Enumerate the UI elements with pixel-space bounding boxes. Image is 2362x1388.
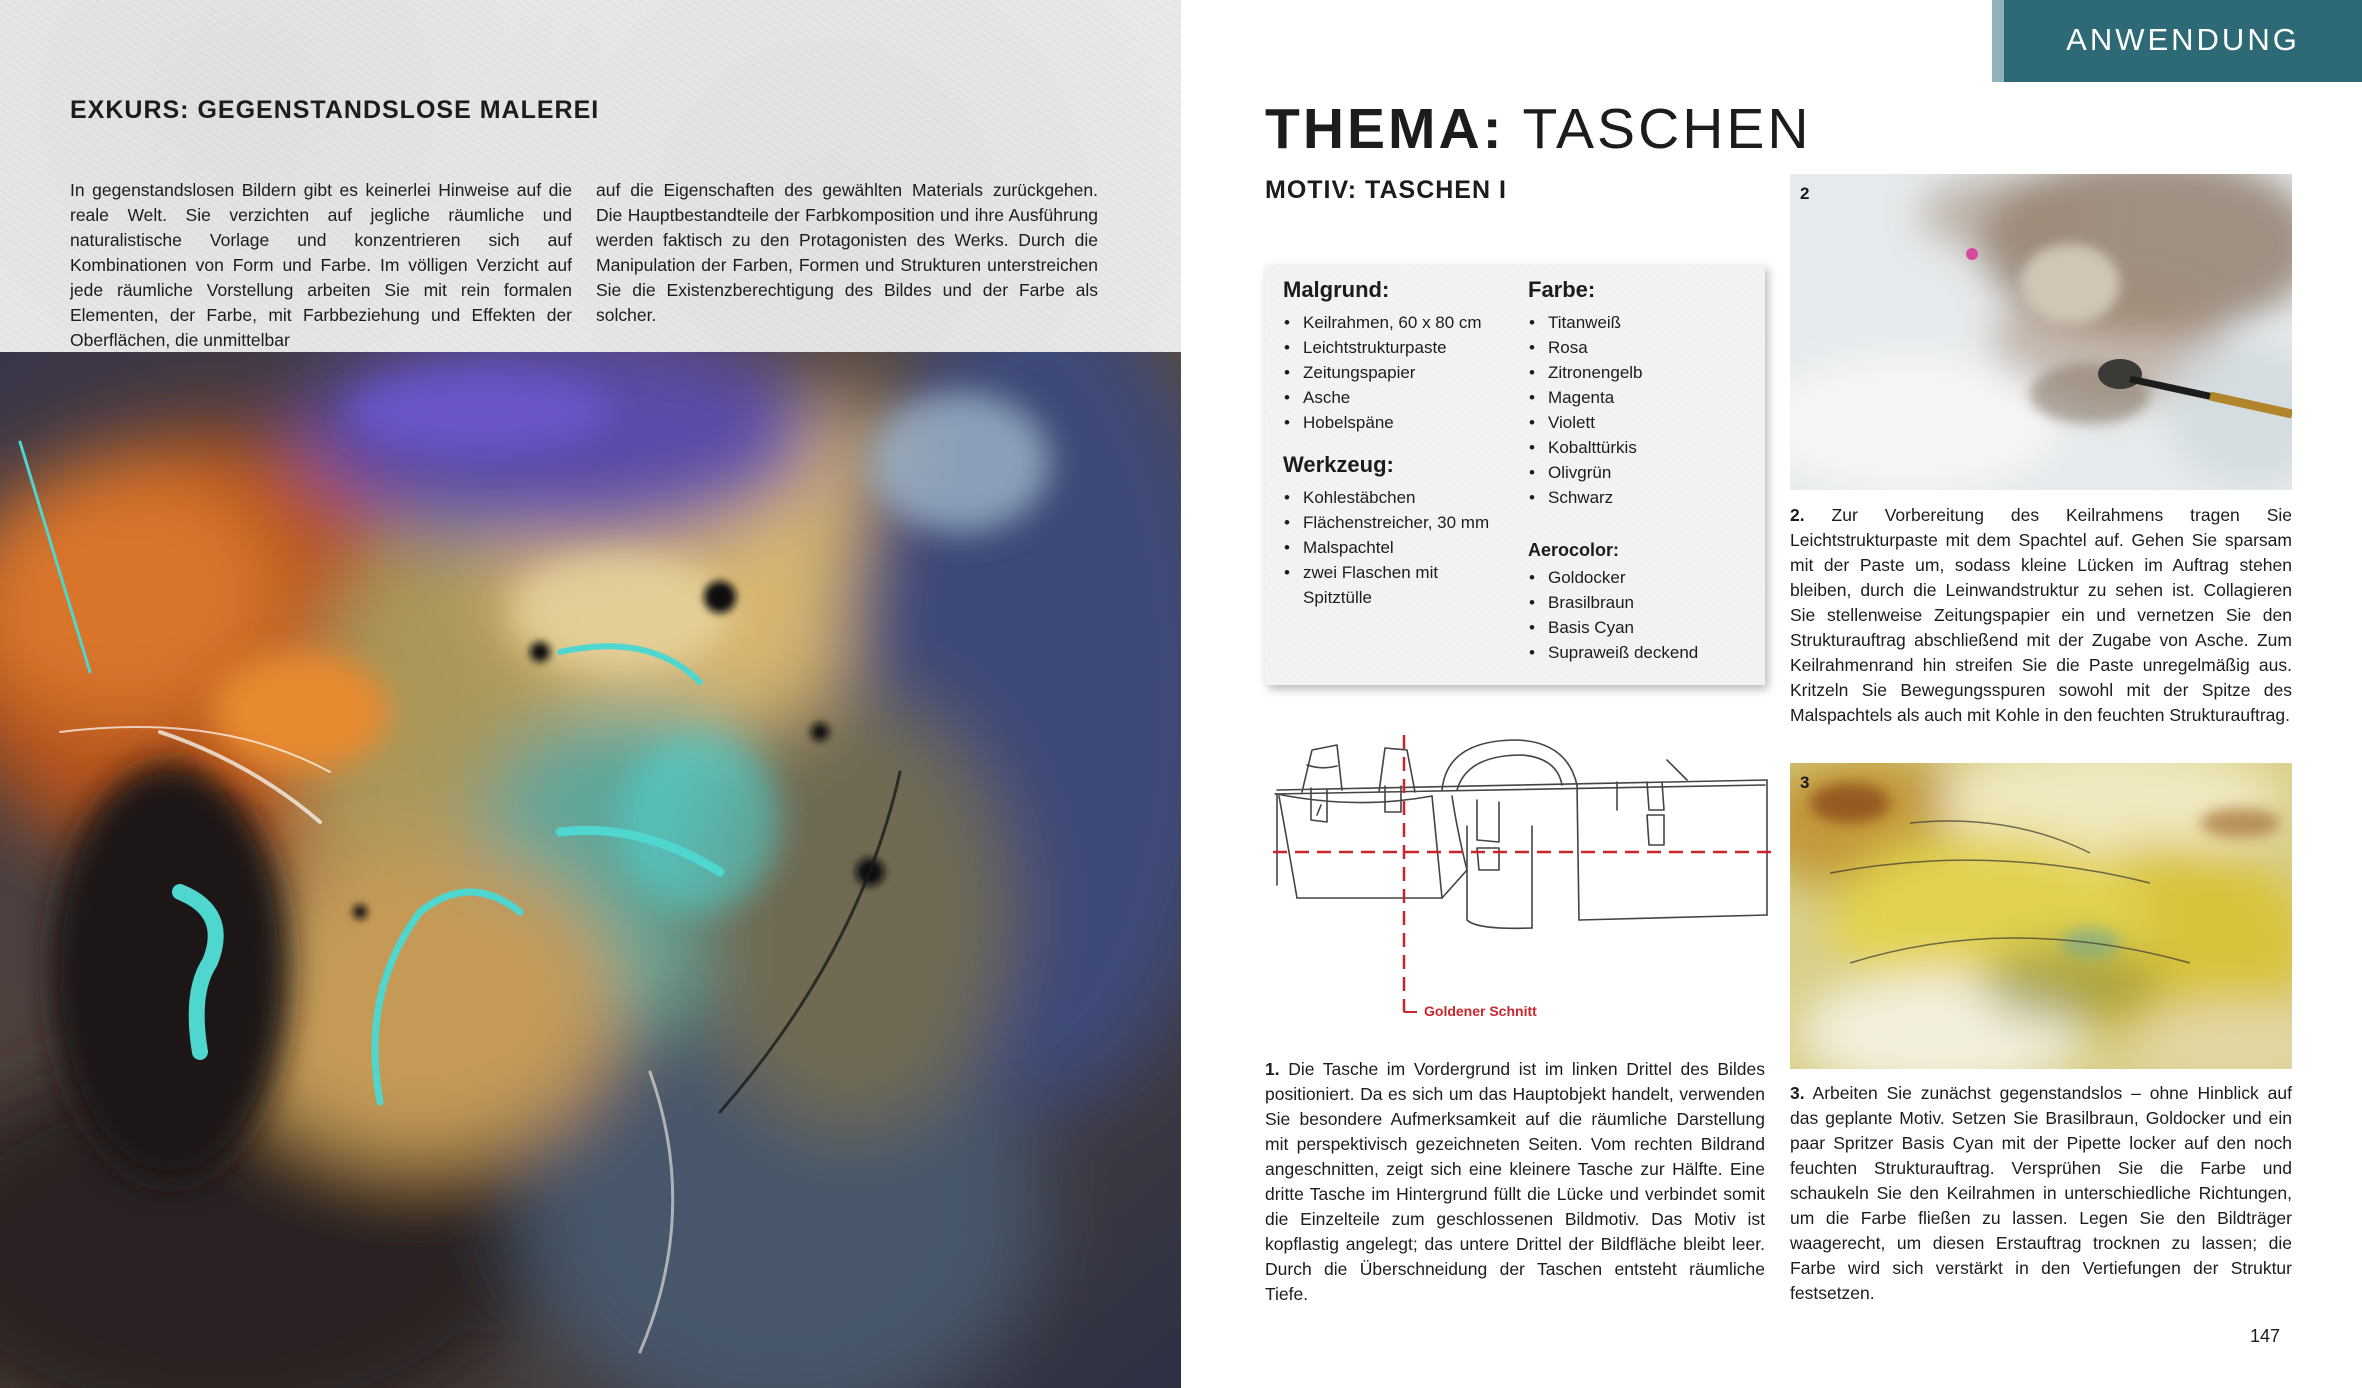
list-item: • Zeitungspapier (1279, 360, 1482, 385)
page-title-rest: TASCHEN (1504, 97, 1812, 161)
werkzeug-heading: Werkzeug: (1283, 452, 1394, 477)
right-page (1181, 0, 2362, 1388)
list-item: • Violett (1524, 410, 1643, 435)
list-item: • zwei Flaschen mit Spitztülle (1279, 560, 1473, 610)
step-3-photo (1790, 763, 2292, 1069)
section-tab-label: ANWENDUNG (2066, 22, 2300, 57)
step-2-text (1790, 503, 2292, 728)
step-3-number: 3. (1790, 1083, 1805, 1103)
step-2-body: Zur Vorbereitung des Keilrahmens tragen Sie Leichtstrukturpaste mit dem Spachtel auf. Gehen Sie sparsam mit der Paste um, sodass kleine Lücken im Auftrag stehen bleiben, durch die Leinwandstruktur zu sehen ist. Collagieren Sie stellenweise Zeitungspapier ein und vernetzen Sie den Strukturauftrag abschließend mit der Zugabe von Asche. Zum Keilrahmenrand hin streifen Sie die Paste unregelmäßig aus. Kritzeln Sie Bewegungsspuren sowohl mit der Spitze des Malspachtels als auch mit Kohle in den feuchten Strukturauftrag. (1790, 505, 2292, 725)
list-item: • Leichtstrukturpaste (1279, 335, 1482, 360)
list-item: • Asche (1279, 385, 1482, 410)
list-item: • Olivgrün (1524, 460, 1643, 485)
materials-box (1265, 265, 1765, 685)
list-item: • Keilrahmen, 60 x 80 cm (1279, 310, 1482, 335)
abstract-painting-image (0, 352, 1181, 1388)
photo-3-number: 3 (1800, 773, 1810, 792)
motif-subtitle: MOTIV: TASCHEN I (1265, 176, 1507, 204)
section-tab (1992, 0, 2362, 82)
step-2-number: 2. (1790, 505, 1805, 525)
list-item: • Schwarz (1524, 485, 1643, 510)
step-3-body: Arbeiten Sie zunächst gegenstandslos – ohne Hinblick auf das geplante Motiv. Setzen Sie Brasilbraun, Goldocker und ein paar Spritzer Basis Cyan mit der Pipette locker auf den noch feuchten Strukturauftrag. Versprühen Sie die Farbe und schaukeln Sie den Keilrahmen in unterschiedliche Richtungen, um die Farbe fließen zu lassen. Legen Sie den Bildträger waagerecht, um diesen Erstauftrag trocknen zu lassen; die Farbe wird sich verstärkt in den Vertiefungen der Struktur festsetzen. (1790, 1083, 2292, 1303)
list-item: • Kobalttürkis (1524, 435, 1643, 460)
list-item: • Flächenstreicher, 30 mm (1279, 510, 1499, 535)
list-item: • Titanweiß (1524, 310, 1643, 335)
step-3-text (1790, 1081, 2292, 1306)
list-item: • Goldocker (1524, 565, 1698, 590)
step-1-text (1265, 1057, 1765, 1307)
list-item: • Hobelspäne (1279, 410, 1482, 435)
page-number: 147 (2250, 1326, 2281, 1346)
list-item: • Zitronengelb (1524, 360, 1643, 385)
excurs-text-column-2: auf die Eigenschaften des gewählten Materials zurückgehen. Die Hauptbestandteile der Farbkomposition und ihre Ausführung werden faktisch zu den Protagonisten des Werks. Durch die Manipulation der Farben, Formen und Strukturen unterstreichen Sie die Existenzberechtigung des Bildes und der Farbe als solcher. (596, 180, 1098, 325)
malgrund-list (1279, 310, 1482, 435)
farbe-heading: Farbe: (1528, 277, 1596, 302)
farbe-list (1524, 310, 1643, 510)
aerocolor-heading: Aerocolor: (1528, 540, 1620, 560)
bag-sketch-drawing (1267, 730, 1777, 1020)
step-1-body: Die Tasche im Vordergrund ist im linken Drittel des Bildes positioniert. Da es sich um das Hauptobjekt handelt, verwenden Sie besondere Aufmerksamkeit auf die räumliche Darstellung mit perspektivisch gezeichneten Seiten. Vom rechten Bildrand angeschnitten, zeigt sich eine kleinere Tasche zur Hälfte. Eine dritte Tasche im Hintergrund füllt die Lücke und verbindet somit die Einzelteile zum geschlossenen Bildmotiv. Das Motiv ist kopflastig angelegt; das untere Drittel der Bildfläche bleibt leer. Durch die Überschneidung der Taschen entsteht räumliche Tiefe. (1265, 1059, 1765, 1304)
photo-2-number: 2 (1800, 184, 1810, 203)
page-title (1265, 96, 1812, 162)
aerocolor-list (1524, 565, 1698, 665)
list-item: • Supraweiß deckend (1524, 640, 1698, 665)
werkzeug-list (1279, 485, 1499, 610)
step-2-photo (1790, 174, 2292, 490)
list-item: • Brasilbraun (1524, 590, 1698, 615)
list-item: • Magenta (1524, 385, 1643, 410)
golden-section-label: Goldener Schnitt (1424, 1003, 1537, 1019)
step-1-number: 1. (1265, 1059, 1280, 1079)
list-item: • Basis Cyan (1524, 615, 1698, 640)
list-item: • Kohlestäbchen (1279, 485, 1499, 510)
list-item: • Malspachtel (1279, 535, 1499, 560)
excurs-heading: EXKURS: GEGENSTANDSLOSE MALEREI (70, 96, 600, 124)
list-item: • Rosa (1524, 335, 1643, 360)
malgrund-heading: Malgrund: (1283, 277, 1390, 302)
excurs-text-column-1: In gegenstandslosen Bildern gibt es keinerlei Hinweise auf die reale Welt. Sie verzichten auf jegliche räumliche und naturalistische Vorlage und konzentrieren sich auf Kombinationen von Form und Farbe. Im völligen Verzicht auf jede räumliche Vorstellung arbeiten Sie mit rein formalen Elementen, der Farbe, mit Farbbeziehung und Effekten der Oberflächen, die unmittelbar (70, 180, 572, 350)
page-title-strong: THEMA: (1265, 97, 1505, 161)
